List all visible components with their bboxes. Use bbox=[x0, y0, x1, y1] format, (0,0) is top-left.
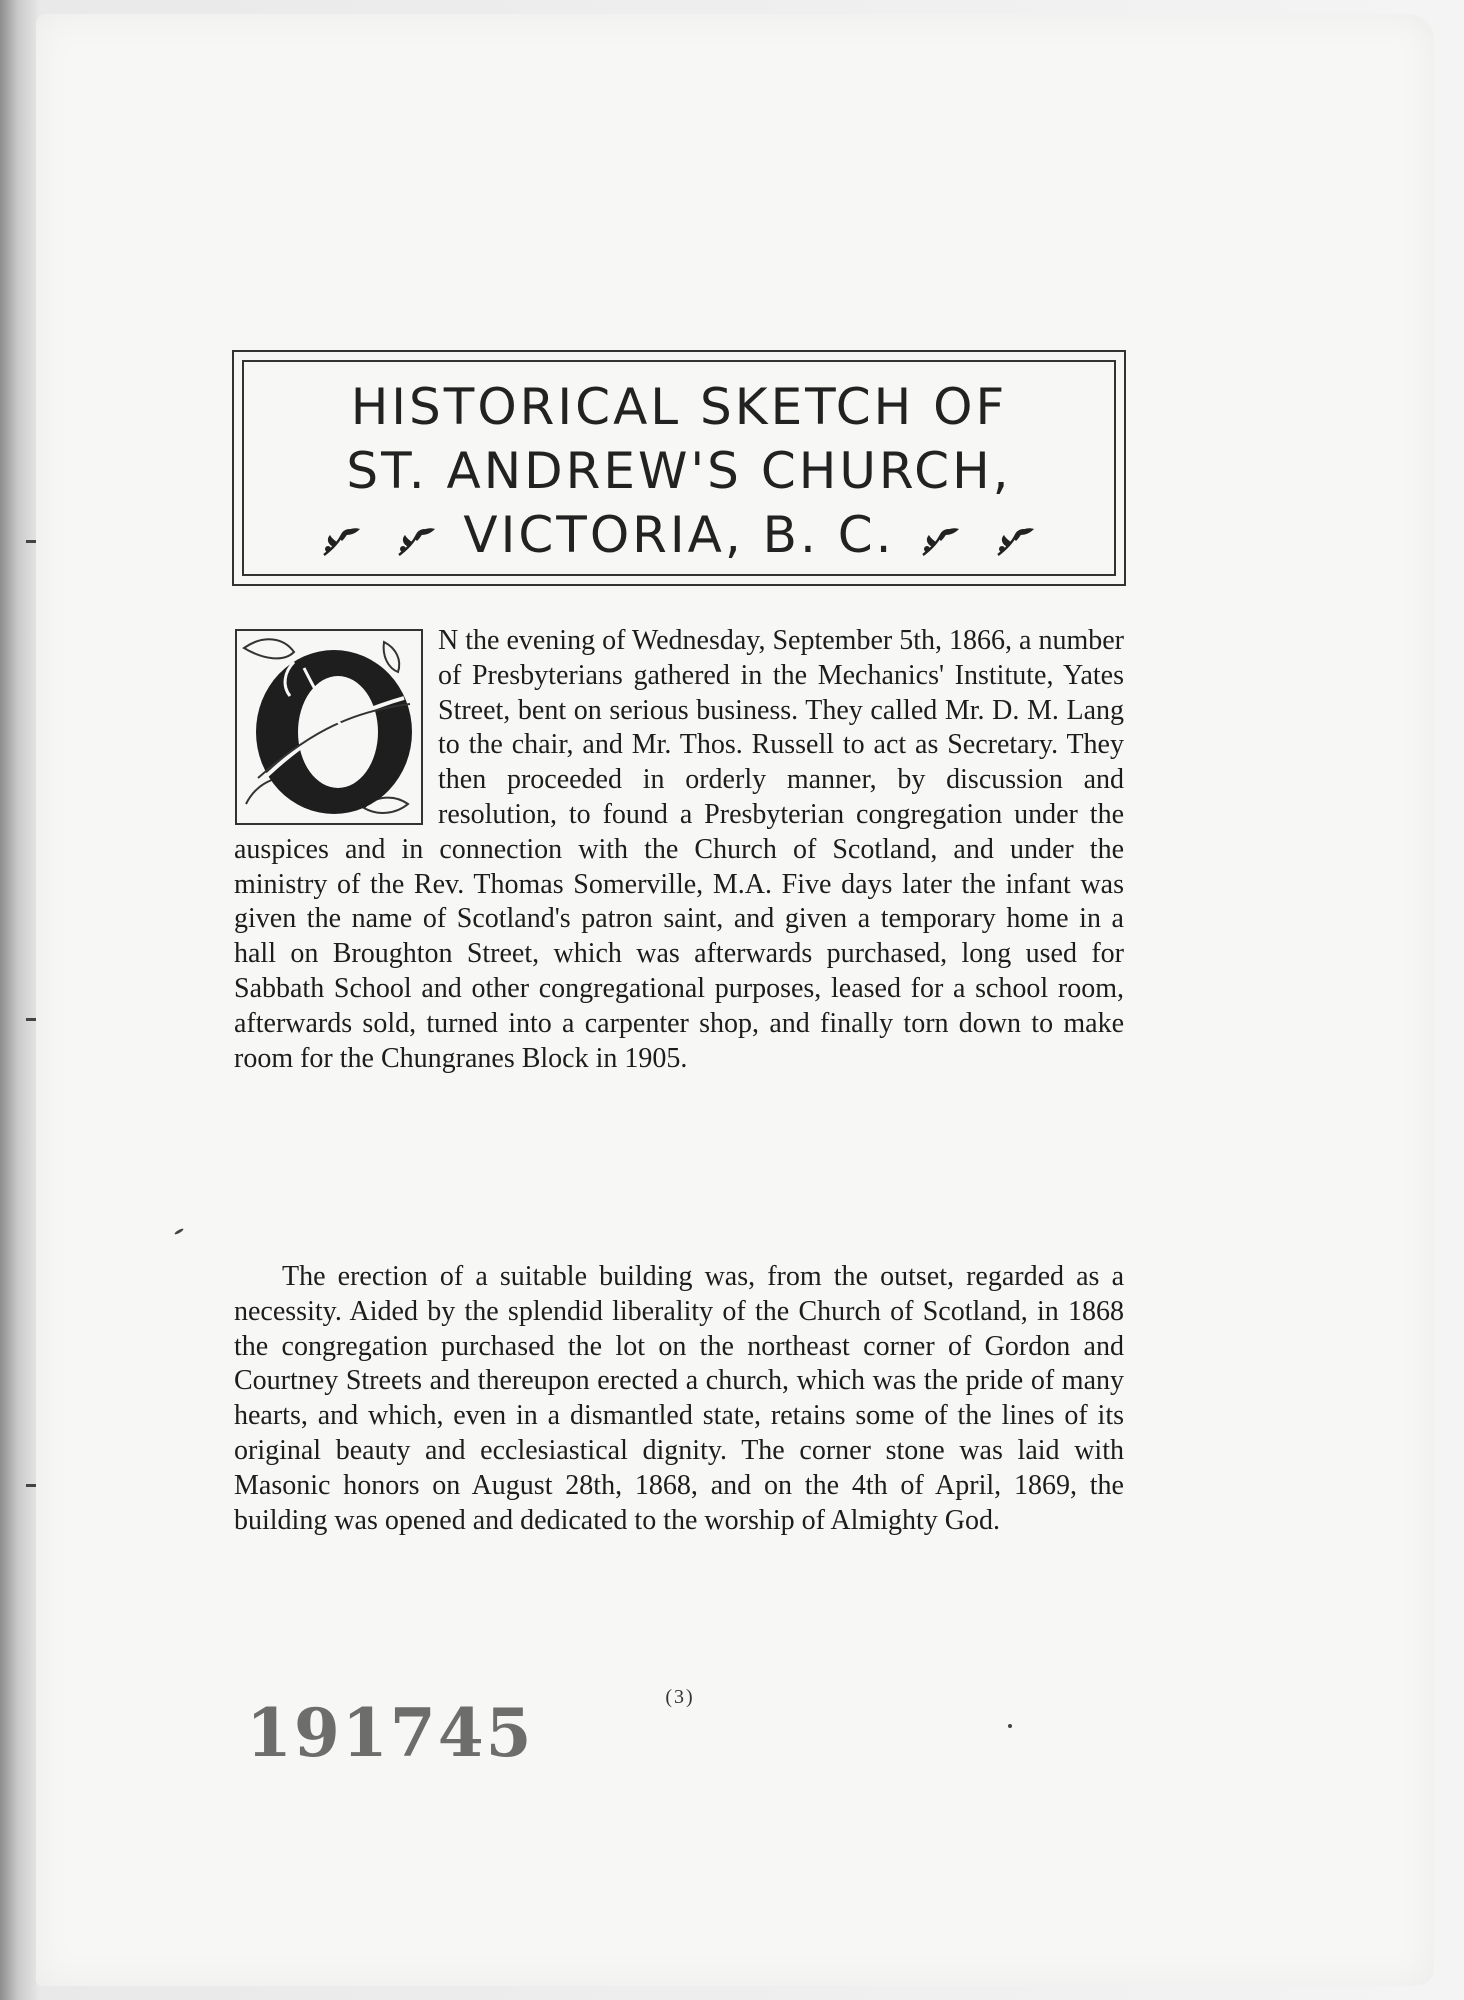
paragraph-1 bbox=[234, 624, 1124, 1076]
scan-speck bbox=[1008, 1724, 1012, 1728]
oak-leaf-icon bbox=[395, 519, 439, 559]
title-line-1: HISTORICAL SKETCH OF bbox=[350, 378, 1008, 436]
title-line-2: ST. ANDREW'S CHURCH, bbox=[346, 442, 1012, 500]
paragraph-1-text: N the evening of Wednesday, September 5th, 1866, a number of Presbyterians gathered in the Mechanics' Institute, Yates Street, bent on serious business. They called Mr. D. M. Lang to the chair, and Mr. Thos. Russell to act as Secretary. They then proceeded in orderly manner, by discussion and resolution, to found a Presbyterian congregation under the auspices and in connection with the Church of Scotland, and under the ministry of the Rev. Thomas Somerville, M.A. Five days later the infant was given the name of Scotland's patron saint, and given a temporary home in a hall on Broughton Street, which was afterwards purchased, long used for Sabbath School and other congregational purposes, leased for a school room, afterwards sold, turned into a carpenter shop, and finally torn down to make room for the Chungranes Block in 1905. bbox=[234, 625, 1124, 1074]
title-line-3 bbox=[234, 506, 1124, 564]
title-frame bbox=[232, 350, 1126, 586]
oak-leaf-icon bbox=[919, 519, 963, 559]
inventory-stamp: 191745 bbox=[246, 1694, 534, 1772]
oak-leaf-icon bbox=[320, 519, 364, 559]
title-line-3-text: VICTORIA, B. C. bbox=[463, 506, 895, 564]
paragraph-2: The erection of a suitable building was, from the outset, regarded as a necessity. Aided by the splendid liberality of the Church of Scotland, in 1868 the congregation purchased the lot on the northeast corner of Gordon and Courtney Streets and thereupon erected a church, which was the pride of many hearts, and which, even in a dismantled state, retains some of the lines of its original beauty and ecclesiastical dignity. The corner stone was laid with Masonic honors on August 28th, 1868, and on the 4th of April, 1869, the building was opened and dedicated to the worship of Almighty God. bbox=[234, 1261, 1124, 1536]
oak-leaf-icon bbox=[994, 519, 1038, 559]
page-number: (3) bbox=[665, 1686, 695, 1708]
ornamental-drop-cap-icon bbox=[234, 628, 424, 826]
